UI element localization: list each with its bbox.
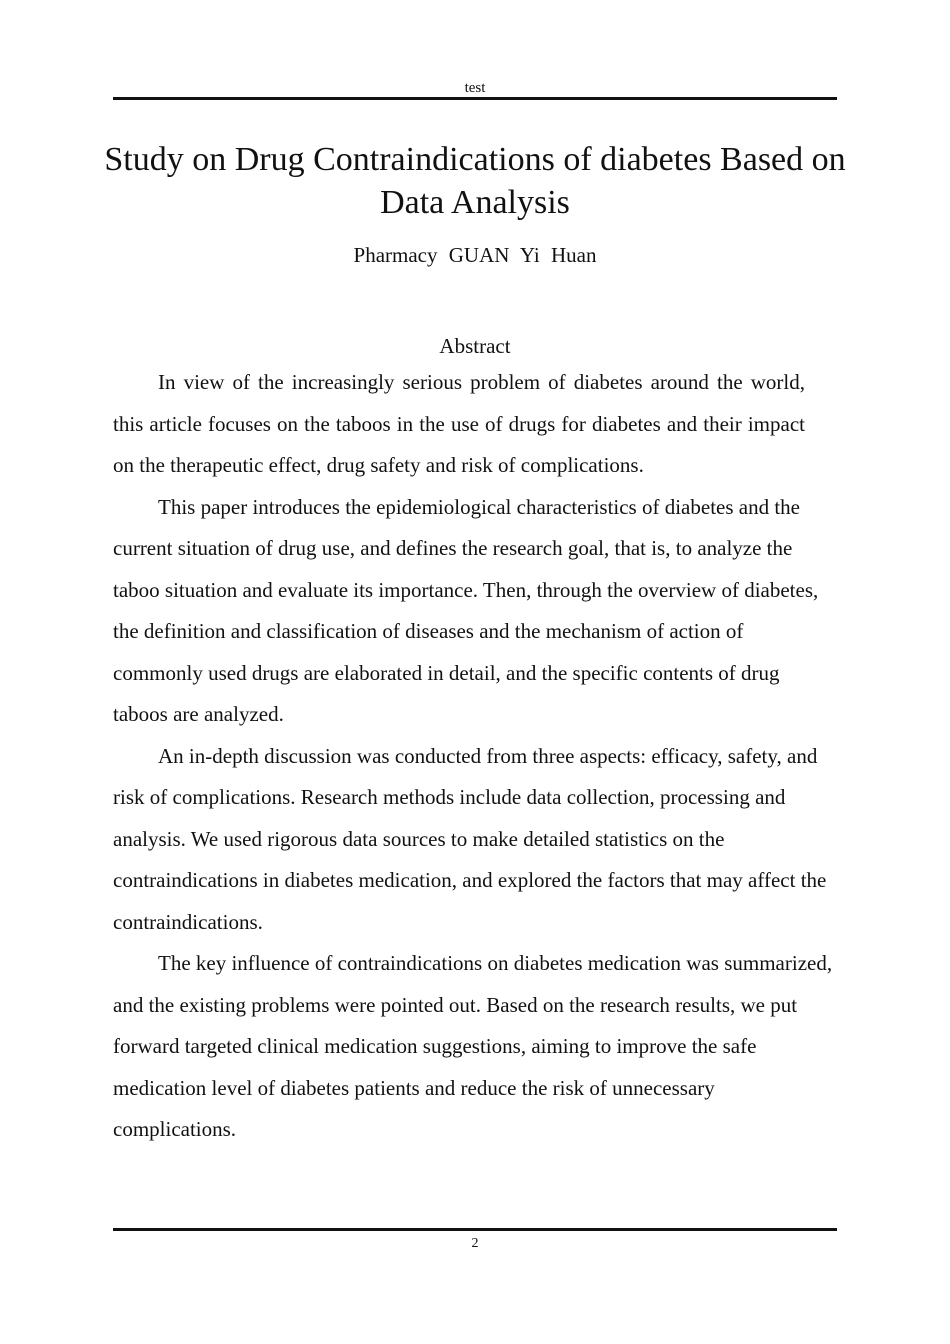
footer-rule	[113, 1228, 837, 1231]
abstract-heading: Abstract	[439, 334, 511, 358]
abstract-paragraph: In view of the increasingly serious problem of diabetes around the world, this article focuses on the taboos in the use of drugs for diabetes and their impact on the therapeutic effect, drug safety and risk of complications.	[113, 370, 805, 477]
running-header: test	[464, 80, 486, 96]
abstract-body	[113, 362, 837, 1151]
header-rule	[113, 97, 837, 100]
page-number: 2	[471, 1236, 479, 1251]
abstract-paragraph: The key influence of contraindications on diabetes medication was summarized, and the existing problems were pointed out. Based on the research results, we put forward targeted clinical medication suggestions, aiming to improve the safe medication level of diabetes patients and reduce the risk of unnecessary complications.	[113, 951, 833, 1141]
paper-title: Study on Drug Contraindications of diabetes Based on Data Analysis	[104, 141, 846, 221]
abstract-paragraph: An in-depth discussion was conducted from three aspects: efficacy, safety, and risk of complications. Research methods include data collection, processing and analysis. We used rigorous data sources to make detailed statistics on the contraindications in diabetes medication, and explored the factors that may affect the contraindications.	[113, 743, 827, 934]
author-line: Pharmacy GUAN Yi Huan	[353, 243, 597, 267]
abstract-paragraph: This paper introduces the epidemiological characteristics of diabetes and the current situation of drug use, and defines the research goal, that is, to analyze the taboo situation and evaluate its importance. Then, through the overview of diabetes, the definition and classification of diseases and the mechanism of action of commonly used drugs are elaborated in detail, and the specific contents of drug taboos are analyzed.	[113, 494, 819, 726]
